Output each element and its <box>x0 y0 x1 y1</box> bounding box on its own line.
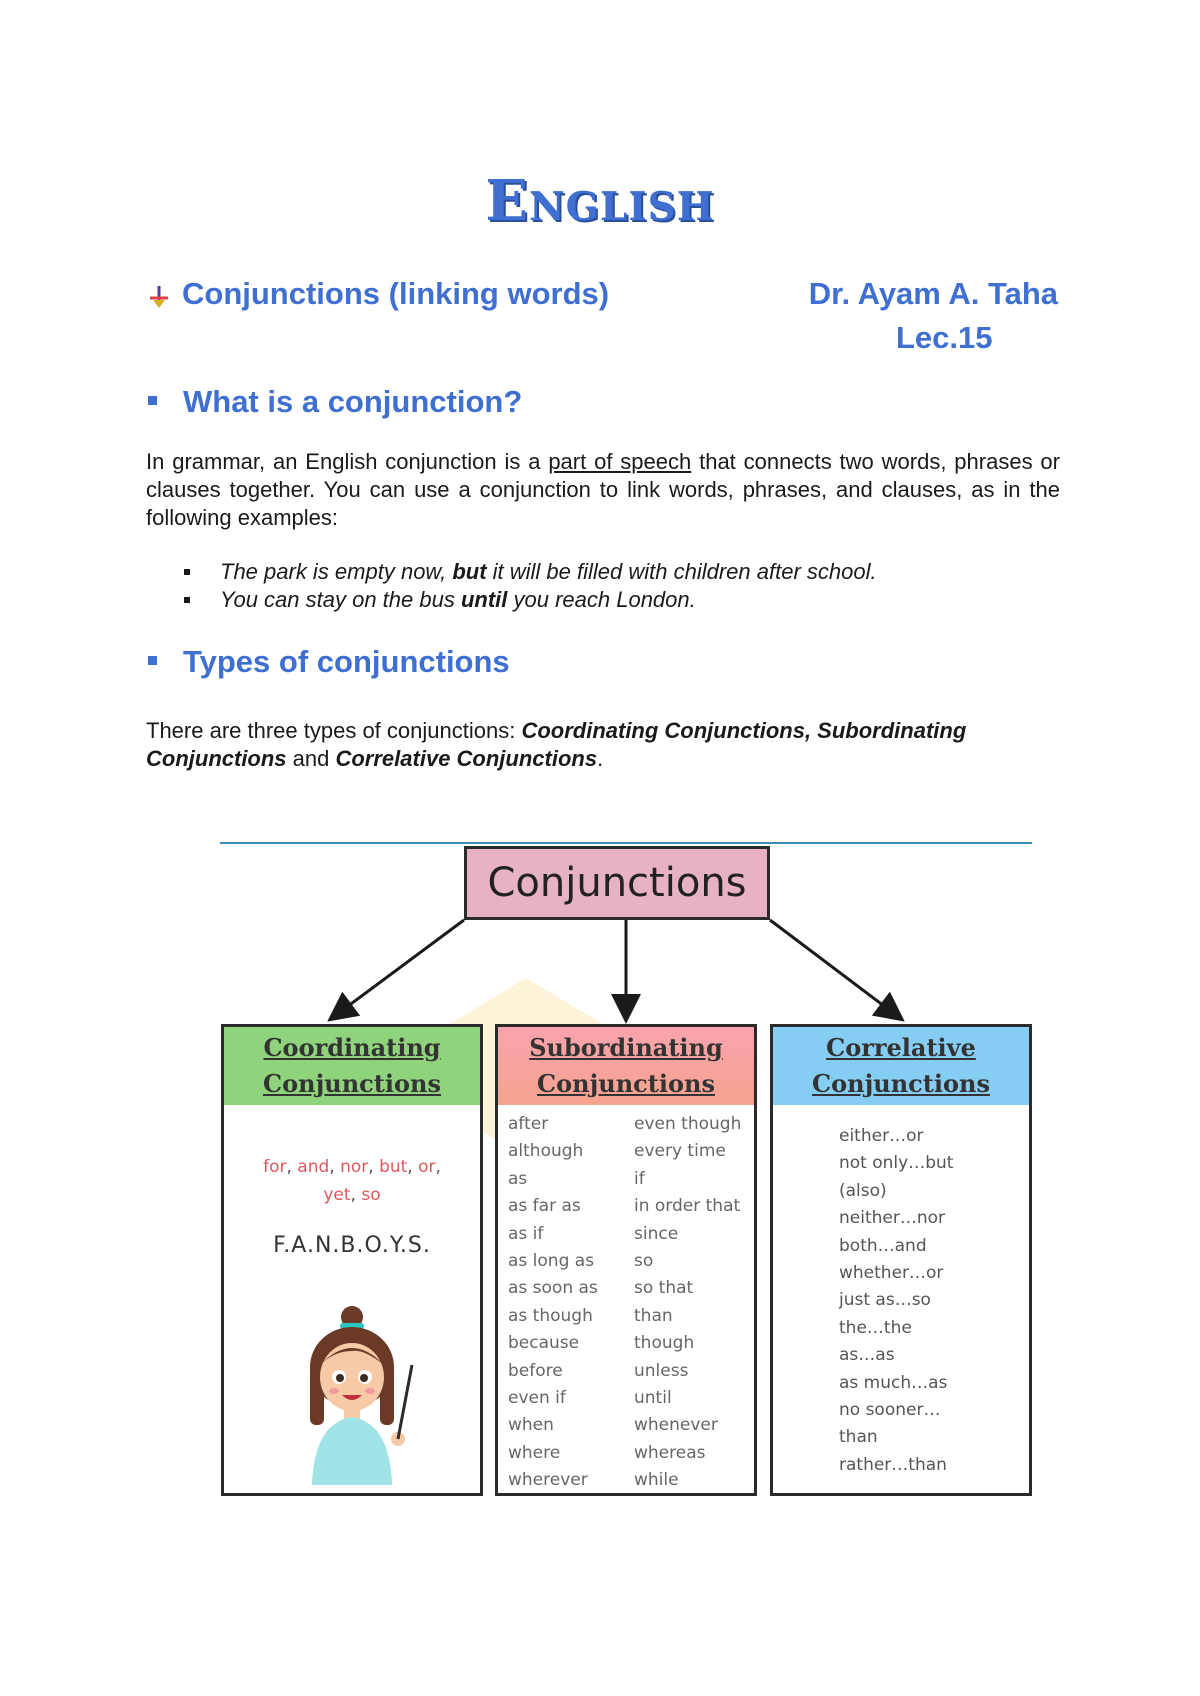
list-item: as long as <box>508 1251 595 1272</box>
list-item: unless <box>634 1360 689 1381</box>
subordinating-list-a <box>508 1111 598 1495</box>
coordinating-column <box>221 1024 483 1496</box>
coordinating-header <box>224 1027 480 1105</box>
section-heading-what-is <box>148 384 522 420</box>
list-item: whenever <box>634 1415 718 1436</box>
correlative-list <box>839 1123 953 1479</box>
definition-paragraph <box>146 448 1060 532</box>
fanboys-list <box>224 1153 480 1209</box>
square-bullet-icon <box>184 569 190 575</box>
list-item: whereas <box>634 1442 706 1463</box>
list-item: as <box>508 1168 528 1189</box>
subordinating-header <box>498 1027 754 1105</box>
types-emphasis: Correlative Conjunctions <box>335 746 598 771</box>
list-item: neither…nor <box>839 1208 946 1229</box>
list-item: so <box>361 1185 381 1205</box>
fanboys-acronym: F.A.N.B.O.Y.S. <box>273 1233 431 1258</box>
square-bullet-icon <box>148 656 157 665</box>
para-text: and <box>286 746 336 771</box>
list-item: as far as <box>508 1196 581 1217</box>
separator: , <box>286 1157 298 1177</box>
list-item: since <box>634 1223 679 1244</box>
lecture-topic: Conjunctions (linking words) <box>182 276 610 311</box>
list-item: both…and <box>839 1235 927 1256</box>
list-item: not only…but <box>839 1153 954 1174</box>
root-conjunctions-box: Conjunctions <box>464 846 770 920</box>
section-heading-text: Types of conjunctions <box>183 644 510 679</box>
list-item: whether…or <box>839 1263 944 1284</box>
list-item: before <box>508 1360 563 1381</box>
para-text: In grammar, an English conjunction is a <box>146 449 549 474</box>
list-item: though <box>634 1333 695 1354</box>
list-item: so that <box>634 1278 694 1299</box>
list-item: than <box>634 1305 673 1326</box>
separator: , <box>407 1157 419 1177</box>
list-item: so <box>634 1251 654 1272</box>
teacher-illustration-icon <box>294 1305 424 1485</box>
para-text: There are three types of conjunctions: <box>146 718 522 743</box>
list-item: yet <box>323 1185 351 1205</box>
example-conjunction: until <box>460 587 508 612</box>
list-item: as soon as <box>508 1278 598 1299</box>
list-item: when <box>508 1415 554 1436</box>
list-item: and <box>297 1157 330 1177</box>
para-text: that connects two words, phrases or clauses together. You can use a conjunction to link words, phrases, and clauses, as in the following examples: <box>146 449 1060 530</box>
header-line: Conjunctions <box>812 1069 990 1098</box>
list-item: every time <box>634 1141 726 1162</box>
types-paragraph <box>146 717 1060 773</box>
list-item: although <box>508 1141 584 1162</box>
header-line: Conjunctions <box>263 1069 441 1098</box>
correlative-header <box>773 1027 1029 1105</box>
section-heading-types <box>148 644 510 680</box>
list-item: wherever <box>508 1470 588 1491</box>
list-item: as though <box>508 1305 593 1326</box>
list-item: even if <box>508 1388 566 1409</box>
page-title: English <box>485 168 715 234</box>
separator: , <box>435 1157 441 1177</box>
list-item <box>184 558 1064 586</box>
list-item: than <box>839 1427 878 1448</box>
list-item: just as…so <box>839 1290 931 1311</box>
topic-row <box>148 276 1058 320</box>
list-item: either…or <box>839 1126 924 1146</box>
separator: , <box>368 1157 380 1177</box>
list-item: while <box>634 1470 679 1491</box>
list-item: where <box>508 1442 561 1463</box>
header-line: Correlative <box>826 1033 976 1062</box>
list-item: even though <box>634 1114 742 1134</box>
list-item: after <box>508 1114 549 1134</box>
fanboys-line-2 <box>224 1181 480 1209</box>
example-conjunction: but <box>452 559 487 584</box>
subordinating-list-b <box>634 1111 741 1495</box>
list-item: the…the <box>839 1317 912 1338</box>
example-text: you reach London. <box>507 587 696 612</box>
subordinating-column <box>495 1024 757 1496</box>
list-item: or <box>418 1157 436 1177</box>
list-item: but <box>379 1157 408 1177</box>
examples-list <box>184 558 1064 614</box>
para-text: . <box>597 746 604 771</box>
separator: , <box>350 1185 362 1205</box>
list-item: if <box>634 1168 645 1189</box>
list-item: (also) <box>839 1180 887 1201</box>
arrow-down-bullet-icon <box>148 284 170 310</box>
fanboys-line-1 <box>224 1153 480 1181</box>
list-item: as much…as <box>839 1372 948 1393</box>
list-item: in order that <box>634 1196 741 1217</box>
part-of-speech-link[interactable]: part of speech <box>548 449 692 474</box>
list-item: as…as <box>839 1345 895 1366</box>
correlative-column <box>770 1024 1032 1496</box>
square-bullet-icon <box>148 396 157 405</box>
square-bullet-icon <box>184 597 190 603</box>
example-text: The park is empty now, <box>220 559 453 584</box>
list-item: rather…than <box>839 1454 947 1475</box>
header-line: Subordinating <box>529 1033 723 1062</box>
conjunctions-diagram <box>216 838 1036 1498</box>
list-item: until <box>634 1388 672 1409</box>
list-item: nor <box>340 1157 369 1177</box>
separator: , <box>329 1157 341 1177</box>
list-item: as if <box>508 1223 544 1244</box>
lecture-number: Lec.15 <box>896 320 993 355</box>
author-name: Dr. Ayam A. Taha <box>808 276 1058 311</box>
section-heading-text: What is a conjunction? <box>183 384 523 419</box>
header-line: Conjunctions <box>537 1069 715 1098</box>
example-text: You can stay on the bus <box>220 587 461 612</box>
list-item: because <box>508 1333 580 1354</box>
list-item: no sooner… <box>839 1400 941 1421</box>
types-emphasis: Coordinating Conjunctions, Subordinating Conjunctions <box>146 718 967 771</box>
list-item <box>184 586 1064 614</box>
header-line: Coordinating <box>263 1033 441 1062</box>
example-text: it will be filled with children after school. <box>486 559 877 584</box>
list-item: for <box>263 1157 287 1177</box>
